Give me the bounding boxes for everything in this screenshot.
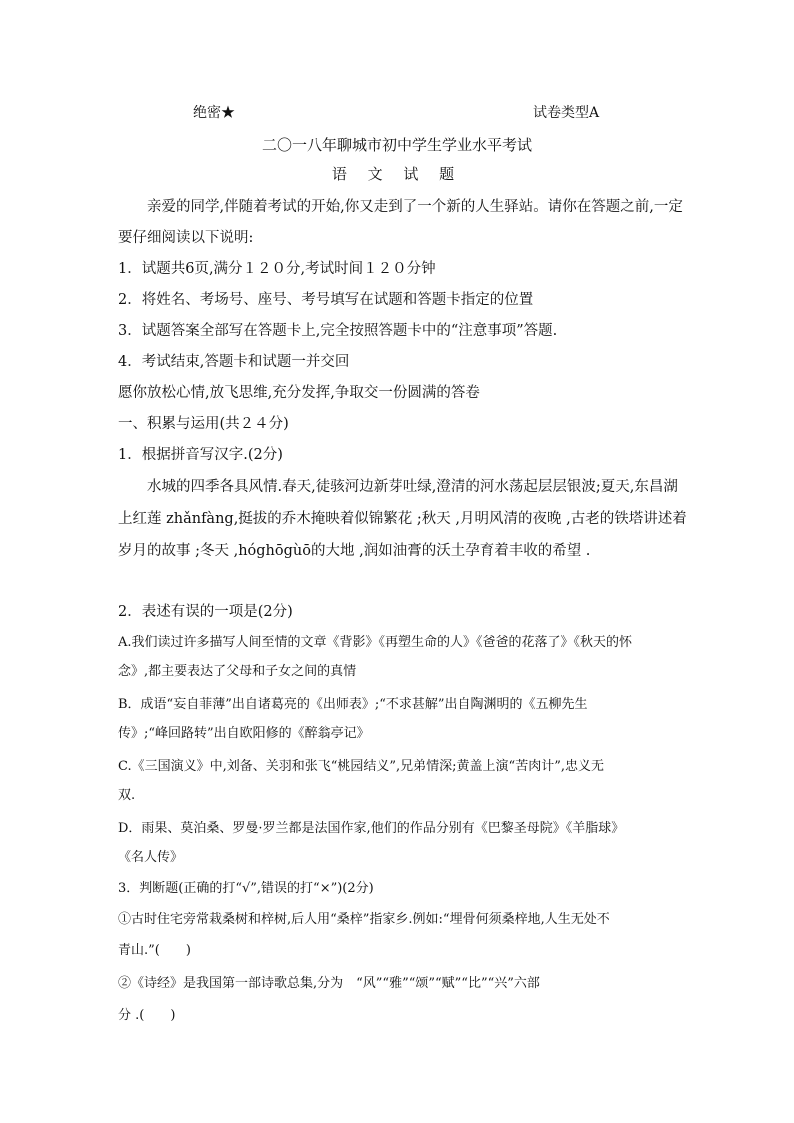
q1-passage-line-3: 岁月的故事 ;冬天 ,hóghōgùō的大地 ,润如油膏的沃土孕育着丰收的希望 . (118, 543, 591, 559)
q2-option-a-line-2: 念》,都主要表达了父母和子女之间的真情 (118, 664, 357, 679)
q2-option-d-line-2: 《名人传》 (118, 850, 184, 865)
exam-subtitle: 语 文 试 题 (331, 165, 463, 183)
q3-item-2-line-1: ②《诗经》是我国第一部诗歌总集,分为 “风”“雅”“颂”“赋”“比”“兴”六部 (118, 976, 540, 991)
q2-option-a-line-1: A.我们读过许多描写人间至情的文章《背影》《再塑生命的人》《爸爸的花落了》《秋天的怀 (118, 635, 633, 650)
q2-stem: 2．表述有误的一项是(2分) (118, 604, 293, 620)
q3-stem: 3．判断题(正确的打“√”,错误的打“×”)(2分) (118, 881, 374, 896)
q1-passage-line-1: 水城的四季各具风情.春天,徒骇河边新芽吐绿,澄清的河水荡起层层银波;夏天,东昌湖 (147, 479, 678, 495)
q1-stem: 1．根据拼音写汉字.(2分) (118, 447, 283, 463)
intro-line-2: 要仔细阅读以下说明: (118, 230, 254, 246)
instruction-4: 4．考试结束,答题卡和试题一并交回 (118, 354, 350, 370)
wish-line: 愿你放松心情,放飞思维,充分发挥,争取交一份圆满的答卷 (118, 385, 480, 401)
q1-passage-line-2: 上红莲 zhǎnfàng,挺拔的乔木掩映着似锦繁花 ;秋天 ,月明风清的夜晚 ,古老的铁塔讲述着 (118, 511, 687, 527)
confidential-mark: 绝密★ (193, 105, 235, 121)
instruction-2: 2．将姓名、考场号、座号、考号填写在试题和答题卡指定的位置 (118, 292, 534, 308)
q2-option-b-line-1: B．成语“妄自菲薄”出自诸葛亮的《出师表》;“不求甚解”出自陶渊明的《五柳先生 (118, 697, 588, 712)
q3-item-1-line-1: ①古时住宅旁常栽桑树和梓树,后人用“桑梓”指家乡.例如:“埋骨何须桑梓地,人生无处不 (118, 912, 610, 927)
exam-title: 二〇一八年聊城市初中学生学业水平考试 (261, 136, 532, 154)
q2-option-b-line-2: 传》;“峰回路转”出自欧阳修的《醉翁亭记》 (118, 726, 370, 741)
q2-option-c-line-1: C.《三国演义》中,刘备、关羽和张飞“桃园结义”,兄弟情深;黄盖上演“苦肉计”,忠义无 (118, 759, 604, 774)
paper-type: 试卷类型A (533, 105, 600, 121)
q3-item-1-line-2: 青山.”( ) (118, 943, 191, 958)
instruction-3: 3．试题答案全部写在答题卡上,完全按照答题卡中的“注意事项”答题. (118, 323, 558, 339)
q2-option-c-line-2: 双. (118, 788, 136, 803)
q2-option-d-line-1: D．雨果、莫泊桑、罗曼·罗兰都是法国作家,他们的作品分别有《巴黎圣母院》《羊脂球》 (118, 821, 625, 836)
intro-line-1: 亲爱的同学,伴随着考试的开始,你又走到了一个新的人生驿站。请你在答题之前,一定 (147, 199, 683, 215)
section-1-heading: 一、积累与运用(共２４分) (118, 416, 289, 432)
instruction-1: 1．试题共6页,满分１２０分,考试时间１２０分钟 (118, 261, 436, 277)
q3-item-2-line-2: 分 .( ) (118, 1008, 176, 1023)
